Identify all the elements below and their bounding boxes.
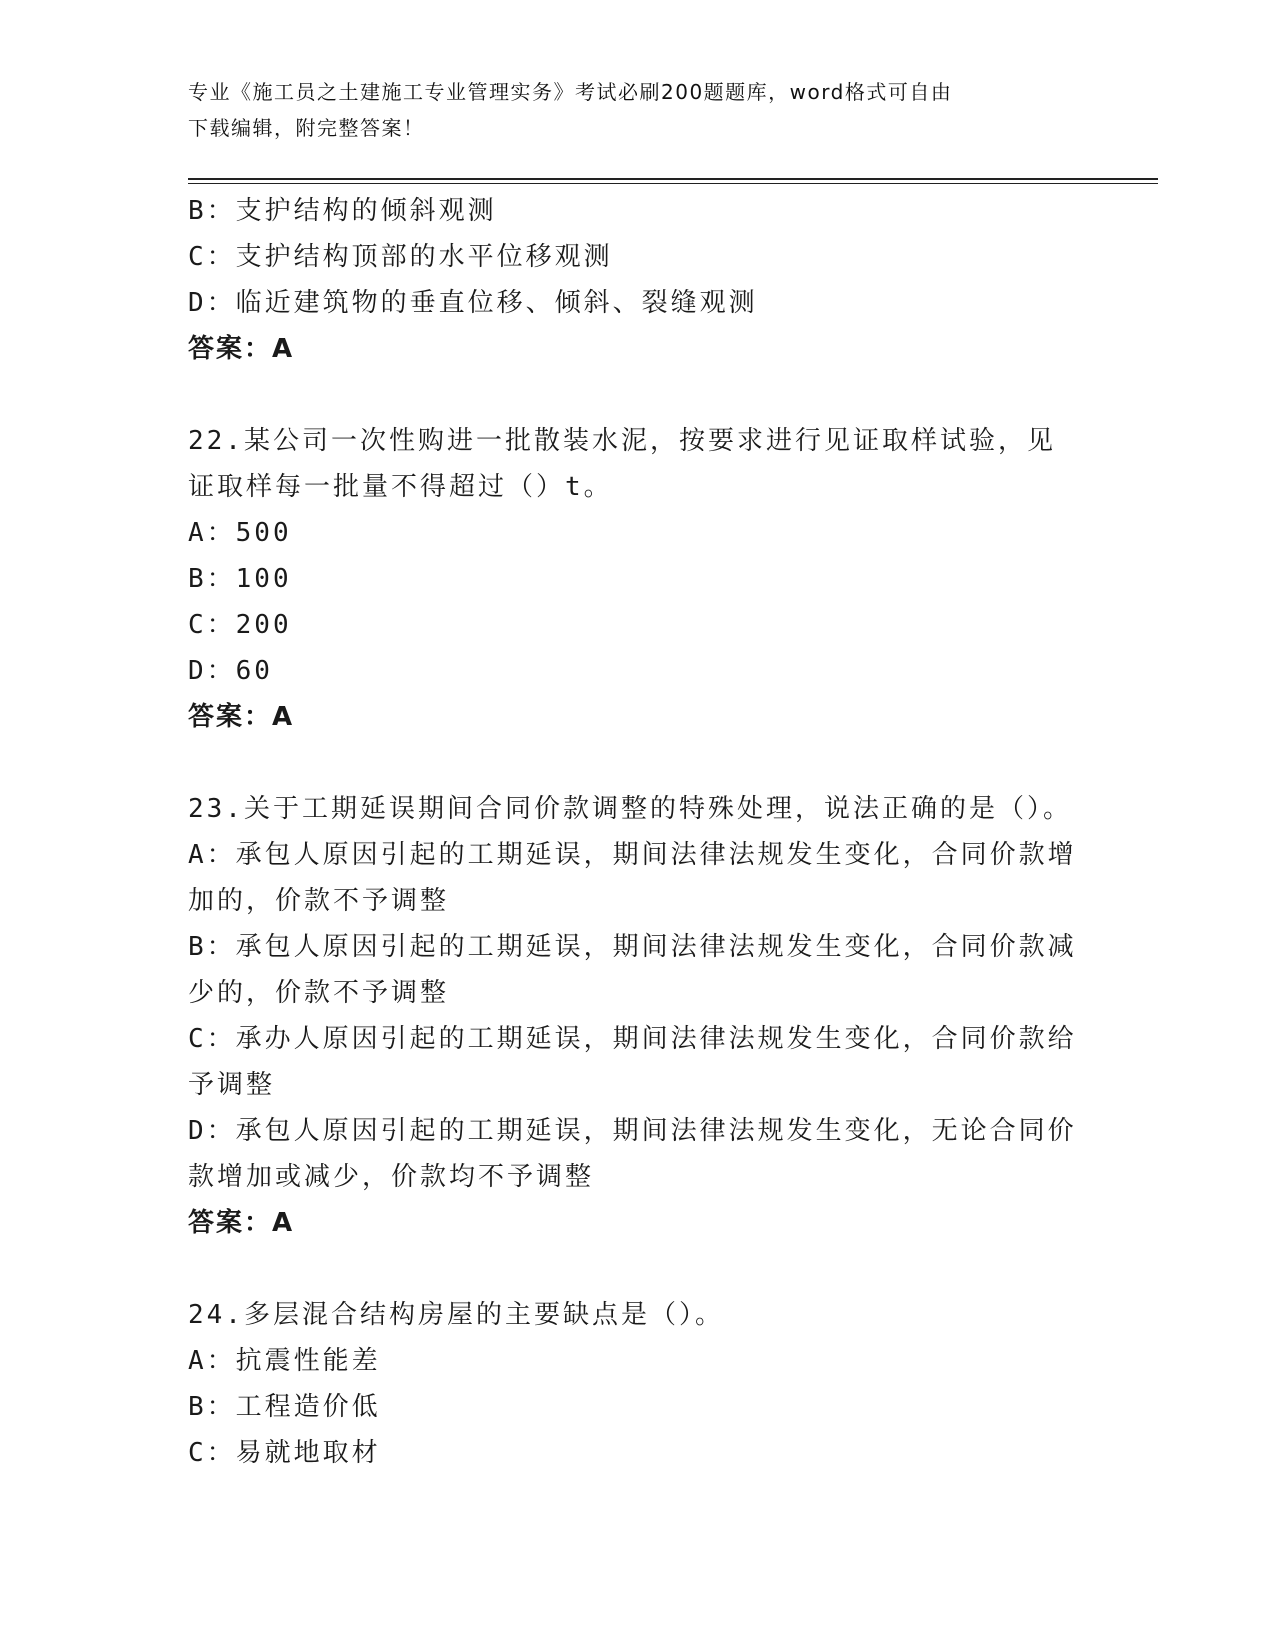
question-21-continued (188, 188, 1078, 372)
header-line-1: 专业《施工员之土建施工专业管理实务》考试必刷200题题库，word格式可自由 (188, 80, 953, 104)
option-c: C：200 (188, 610, 292, 640)
option-a: A：500 (188, 518, 292, 548)
option-b: B：100 (188, 564, 292, 594)
option-c: C：支护结构顶部的水平位移观测 (188, 242, 613, 272)
question-24 (188, 1292, 1078, 1476)
spacer (188, 740, 1078, 786)
spacer (188, 1246, 1078, 1292)
spacer (188, 372, 1078, 418)
answer-line: 答案：A (188, 334, 295, 364)
option-b: B：工程造价低 (188, 1392, 381, 1422)
document-header (188, 74, 1068, 146)
option-c: C：承办人原因引起的工期延误，期间法律法规发生变化，合同价款给予调整 (188, 1024, 1077, 1100)
answer-line: 答案：A (188, 1208, 295, 1238)
option-d: D：临近建筑物的垂直位移、倾斜、裂缝观测 (188, 288, 758, 318)
option-c: C：易就地取材 (188, 1438, 381, 1468)
option-b: B：支护结构的倾斜观测 (188, 196, 497, 226)
header-divider-thin (188, 183, 1158, 184)
question-stem: 23.关于工期延误期间合同价款调整的特殊处理，说法正确的是（）。 (188, 794, 1072, 824)
option-b: B：承包人原因引起的工期延误，期间法律法规发生变化，合同价款减少的，价款不予调整 (188, 932, 1077, 1008)
option-d: D：60 (188, 656, 273, 686)
question-stem: 24.多层混合结构房屋的主要缺点是（）。 (188, 1300, 724, 1330)
document-body (188, 188, 1078, 1476)
question-23 (188, 786, 1078, 1246)
header-divider-thick (188, 178, 1158, 180)
header-line-2: 下载编辑，附完整答案！ (188, 116, 425, 140)
option-d: D：承包人原因引起的工期延误，期间法律法规发生变化，无论合同价款增加或减少，价款均不予调整 (188, 1116, 1077, 1192)
option-a: A：承包人原因引起的工期延误，期间法律法规发生变化，合同价款增加的，价款不予调整 (188, 840, 1077, 916)
question-stem: 22.某公司一次性购进一批散装水泥，按要求进行见证取样试验，见证取样每一批量不得超过（）t。 (188, 426, 1056, 502)
answer-line: 答案：A (188, 702, 295, 732)
option-a: A：抗震性能差 (188, 1346, 381, 1376)
question-22 (188, 418, 1078, 740)
